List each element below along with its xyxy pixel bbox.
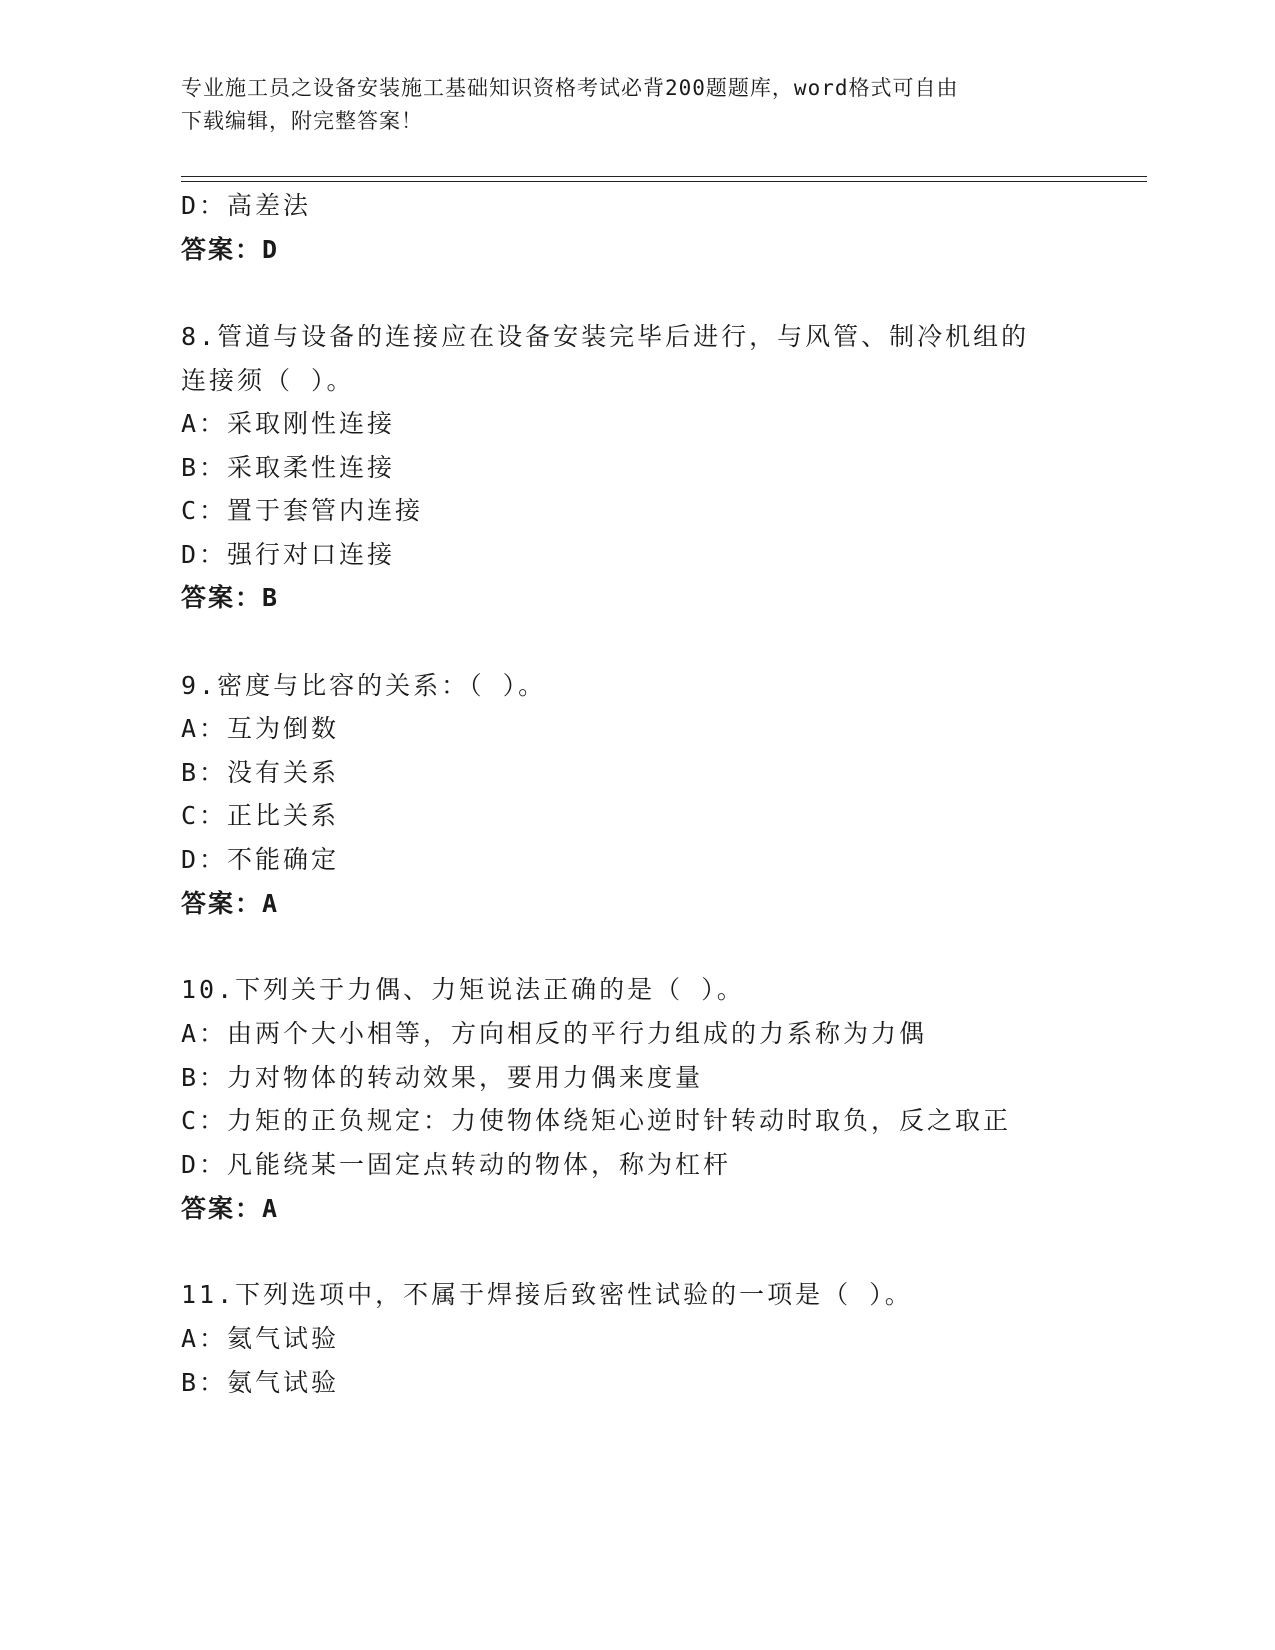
header-rule-bottom [181,181,1147,182]
q9-option-c: C：正比关系 [181,801,340,830]
q11-option-b: B：氨气试验 [181,1368,340,1397]
prev-answer: 答案：D [181,235,280,264]
q11-option-a: A：氦气试验 [181,1324,340,1353]
q8-answer: 答案：B [181,583,280,612]
document-header [181,72,1061,138]
header-line-2: 下载编辑，附完整答案！ [181,109,423,133]
q10-answer: 答案：A [181,1194,280,1223]
q11-stem-line-1: 11.下列选项中，不属于焊接后致密性试验的一项是（ ）。 [181,1280,913,1309]
q10-stem-line-1: 10.下列关于力偶、力矩说法正确的是（ ）。 [181,975,745,1004]
q8-option-c: C：置于套管内连接 [181,496,424,525]
header-rule-top [181,176,1147,177]
q9-option-d: D：不能确定 [181,845,340,874]
q8-stem-line-1: 8.管道与设备的连接应在设备安装完毕后进行，与风管、制冷机组的 [181,322,1030,351]
q8-option-a: A：采取刚性连接 [181,409,396,438]
q10-option-c: C：力矩的正负规定：力使物体绕矩心逆时针转动时取负，反之取正 [181,1106,1012,1135]
q9-option-a: A：互为倒数 [181,714,340,743]
q10-option-a: A：由两个大小相等，方向相反的平行力组成的力系称为力偶 [181,1019,928,1048]
q10-option-b: B：力对物体的转动效果，要用力偶来度量 [181,1063,704,1092]
prev-option-d: D：高差法 [181,191,312,220]
q9-option-b: B：没有关系 [181,758,340,787]
q9-answer: 答案：A [181,889,280,918]
q8-option-b: B：采取柔性连接 [181,453,396,482]
header-line-1: 专业施工员之设备安装施工基础知识资格考试必背200题题库，word格式可自由 [181,76,959,100]
q8-option-d: D：强行对口连接 [181,540,396,569]
q9-stem-line-1: 9.密度与比容的关系：（ ）。 [181,671,547,700]
q10-option-d: D：凡能绕某一固定点转动的物体，称为杠杆 [181,1150,732,1179]
q8-stem-line-2: 连接须（ ）。 [181,366,355,395]
